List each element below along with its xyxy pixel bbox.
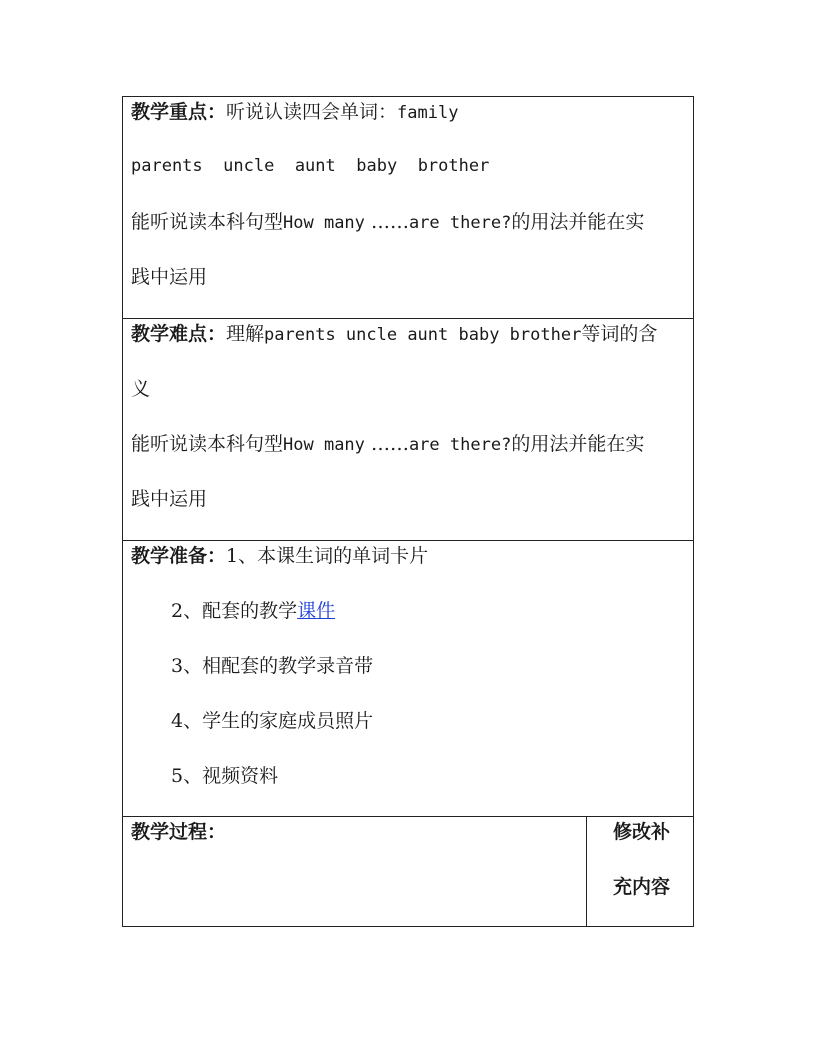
process-row <box>123 817 693 926</box>
focus-row <box>123 97 693 319</box>
difficulty-row <box>123 319 693 541</box>
prep-item-1: 1、本课生词的单词卡片 <box>226 545 429 567</box>
difficulty-pattern-pre: 能听说读本科句型 <box>131 433 284 455</box>
focus-pattern-pre: 能听说读本科句型 <box>131 211 284 233</box>
revision-label-2: 充内容 <box>613 876 671 898</box>
difficulty-pattern-line <box>131 435 644 455</box>
revision-cell <box>587 817 693 926</box>
focus-pattern-end: 践中运用 <box>131 266 208 288</box>
focus-pattern-en2: are there? <box>408 213 512 233</box>
difficulty-pattern-post: 的用法并能在实 <box>511 433 645 455</box>
focus-text: 听说认读四会单词： <box>226 101 398 123</box>
difficulty-text-en: parents uncle aunt baby brother <box>264 325 582 345</box>
prep-item-3: 3、相配套的教学录音带 <box>171 655 374 677</box>
courseware-link[interactable]: 课件 <box>297 600 336 622</box>
word-baby: baby <box>356 156 398 176</box>
process-cell <box>123 817 587 926</box>
word-parents: parents <box>131 156 203 176</box>
process-label: 教学过程： <box>131 821 227 843</box>
focus-pattern-dots: …… <box>370 211 409 233</box>
focus-words <box>131 158 489 178</box>
prep-item-5: 5、视频资料 <box>171 765 279 787</box>
difficulty-text-end: 义 <box>131 378 151 400</box>
difficulty-pattern-end: 践中运用 <box>131 488 208 510</box>
difficulty-label: 教学难点： <box>131 323 227 345</box>
prep-label: 教学准备： <box>131 545 227 567</box>
difficulty-line-1 <box>131 325 657 345</box>
focus-text-en: family <box>397 103 459 123</box>
difficulty-pattern-dots: …… <box>370 433 409 455</box>
difficulty-pattern-en2: are there? <box>408 435 512 455</box>
focus-pattern-post: 的用法并能在实 <box>511 211 645 233</box>
focus-label: 教学重点： <box>131 101 227 123</box>
difficulty-text-pre: 理解 <box>226 323 265 345</box>
revision-label-1: 修改补 <box>613 821 671 843</box>
difficulty-pattern-en1: How many <box>283 435 365 455</box>
prep-item-2 <box>171 602 335 622</box>
focus-line-1 <box>131 103 458 123</box>
prep-item-4: 4、学生的家庭成员照片 <box>171 710 374 732</box>
prep-row <box>123 541 693 817</box>
prep-item-2-text: 2、配套的教学 <box>171 600 298 622</box>
focus-pattern-line <box>131 213 644 233</box>
word-brother: brother <box>417 156 490 176</box>
difficulty-text-post: 等词的含 <box>581 323 658 345</box>
lesson-plan-table <box>122 96 694 927</box>
prep-line-1 <box>131 547 428 567</box>
focus-pattern-en1: How many <box>283 213 365 233</box>
word-aunt: aunt <box>294 156 336 176</box>
word-uncle: uncle <box>223 156 275 176</box>
